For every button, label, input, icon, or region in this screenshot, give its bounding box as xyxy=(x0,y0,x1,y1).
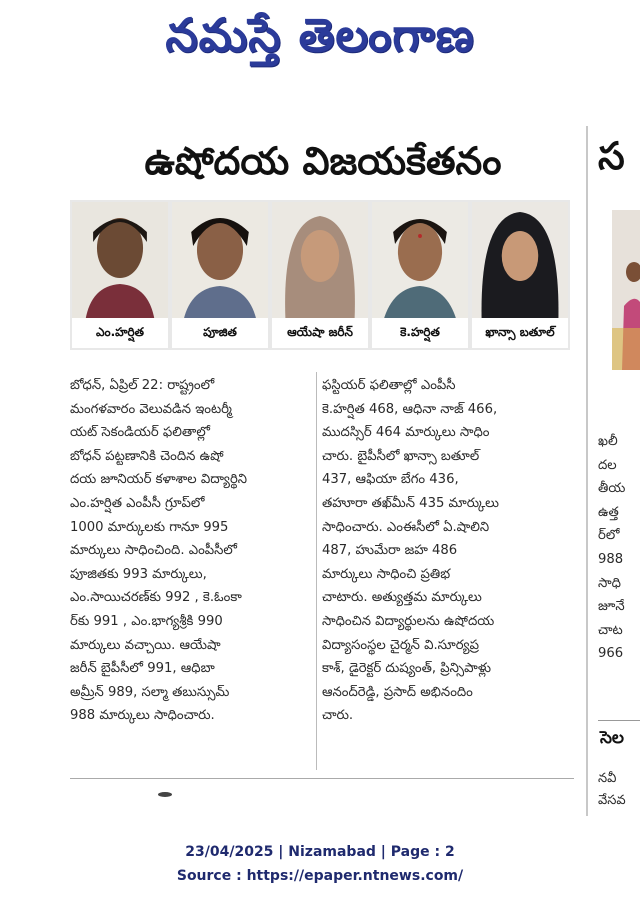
adjacent-line: ఉత్త xyxy=(598,504,619,520)
student-portrait-icon xyxy=(172,202,268,320)
adjacent-tail-text xyxy=(598,768,640,812)
masthead xyxy=(0,0,640,82)
article-line: అమ్రీన్ 989, సల్మా తబుస్సుమ్ xyxy=(70,684,230,700)
article-line: విద్యాసంస్థల చైర్మన్ వి.సూర్యప్ర xyxy=(322,637,479,653)
article-line: జరీన్ బైపీసీలో 991, ఆధిబా xyxy=(70,661,215,677)
adjacent-line: 966 xyxy=(598,646,624,662)
article-line: మార్కులు సాధించింది. ఎంపీసీలో xyxy=(70,543,237,559)
article-line: 988 మార్కులు సాధించారు. xyxy=(70,708,215,724)
student-portrait-icon xyxy=(272,202,368,320)
student-name-caption: ఆయేషా జరీన్ xyxy=(272,318,368,348)
article-line: సాధించిన విద్యార్థులను ఉషోదయ xyxy=(322,613,495,629)
student-photo-2 xyxy=(172,202,268,348)
column-divider xyxy=(316,372,317,770)
adjacent-subheading: సెల xyxy=(600,728,624,748)
adjacent-line: 988 xyxy=(598,551,624,567)
article-line: కె.హర్షిత 468, ఆధినా నాజ్ 466, xyxy=(322,401,498,417)
article-line: చారు. బైపీసీలో ఖాన్సా బతూల్ xyxy=(322,448,480,464)
adjacent-line: ర్‌లో xyxy=(598,528,620,544)
article-line: ఎం.హర్షిత ఎంపీసీ గ్రూప్‌లో xyxy=(70,495,205,511)
adjacent-line: దల xyxy=(598,457,617,473)
article-line: బోధన్, ఏప్రిల్ 22: రాష్ట్రంలో xyxy=(70,378,215,393)
student-portrait-icon xyxy=(472,202,568,320)
article-line: ర్‌కు 991 , ఎం.భాగ్యశ్రీకి 990 xyxy=(70,613,223,629)
article-line: మార్కులు వచ్చాయి. ఆయేషా xyxy=(70,637,221,653)
newspaper-title: నమస్తే తెలంగాణ xyxy=(165,8,475,62)
student-name-caption: ఖాన్సా బతూల్ xyxy=(472,318,568,348)
article-line: 1000 మార్కులకు గానూ 995 xyxy=(70,519,229,535)
student-photo-strip xyxy=(70,200,570,350)
article-line: యట్ సెకండియర్ ఫలితాల్లో xyxy=(70,425,210,441)
article-line: మంగళవారం వెలువడిన ఇంటర్మీ xyxy=(70,401,232,417)
adjacent-subheading-rule xyxy=(598,720,640,721)
adjacent-tail-line: నవీ xyxy=(598,771,617,786)
student-name-caption: కె.హర్షిత xyxy=(372,318,468,348)
article-line: మార్కులు సాధించి ప్రతిభ xyxy=(322,566,451,582)
adjacent-article-photo xyxy=(612,210,640,370)
article-line: పూజితకు 993 మార్కులు, xyxy=(70,566,207,582)
article-line: సాధించారు. ఎంఈసీలో ఏ.షాలిని xyxy=(322,519,490,535)
page-footer xyxy=(0,840,640,888)
adjacent-line: ఖలీ xyxy=(598,434,618,449)
adjacent-article-heading: స xyxy=(598,134,625,178)
article-line: చాటారు. అత్యుత్తమ మార్కులు xyxy=(322,590,482,606)
adjacent-article-text xyxy=(598,430,640,666)
article-line: ఆనంద్‌రెడ్డి, ప్రసాద్ అభినందిం xyxy=(322,684,473,700)
adjacent-line: సాధి xyxy=(598,575,621,591)
student-photo-4 xyxy=(372,202,468,348)
article-bottom-rule xyxy=(70,778,574,779)
column-separator xyxy=(586,126,588,816)
next-article-stub xyxy=(158,792,172,797)
source-link[interactable]: Source : https://epaper.ntnews.com/ xyxy=(176,868,464,884)
article-column-2 xyxy=(322,374,574,728)
article-line: చారు. xyxy=(322,708,354,724)
article-line: తహూరా తఖ్‌మీన్ 435 మార్కులు xyxy=(322,495,499,511)
adjacent-photo-icon xyxy=(612,210,640,370)
article-line: 437, ఆఫియా బేగం 436, xyxy=(322,472,459,488)
article-line: దయ జూనియర్ కళాశాల విద్యార్థిని xyxy=(70,472,248,488)
article-line: బోధన్ పట్టణానికి చెందిన ఉషో xyxy=(70,448,224,464)
adjacent-line: తీయ xyxy=(598,481,626,497)
article-line: ఫస్టియర్ ఫలితాల్లో ఎంపీసీ xyxy=(322,378,456,393)
article-line: ముదస్సిర్ 464 మార్కులు సాధిం xyxy=(322,425,490,441)
student-portrait-icon xyxy=(72,202,168,320)
article-line: ఎం.సాయిచరణ్‌కు 992 , కె.ఓంకా xyxy=(70,590,242,606)
article-line: కాశ్, డైరెక్టర్ దుష్యంత్, ప్రిన్సిపాళ్లు xyxy=(322,661,492,677)
article-headline: ఉషోదయ విజయకేతనం xyxy=(144,139,502,183)
student-name-caption: పూజిత xyxy=(172,318,268,348)
student-photo-3 xyxy=(272,202,368,348)
adjacent-line: చాట xyxy=(598,622,623,638)
adjacent-tail-line: వేసవ xyxy=(598,793,626,808)
student-photo-5 xyxy=(472,202,568,348)
adjacent-line: జూనే xyxy=(598,599,625,615)
edition-info: 23/04/2025 | Nizamabad | Page : 2 xyxy=(185,844,455,860)
student-portrait-icon xyxy=(372,202,468,320)
article-line: 487, హుమేరా జహ 486 xyxy=(322,543,458,559)
article-column-1 xyxy=(70,374,310,728)
student-photo-1 xyxy=(72,202,168,348)
student-name-caption: ఎం.హర్షిత xyxy=(72,318,168,348)
